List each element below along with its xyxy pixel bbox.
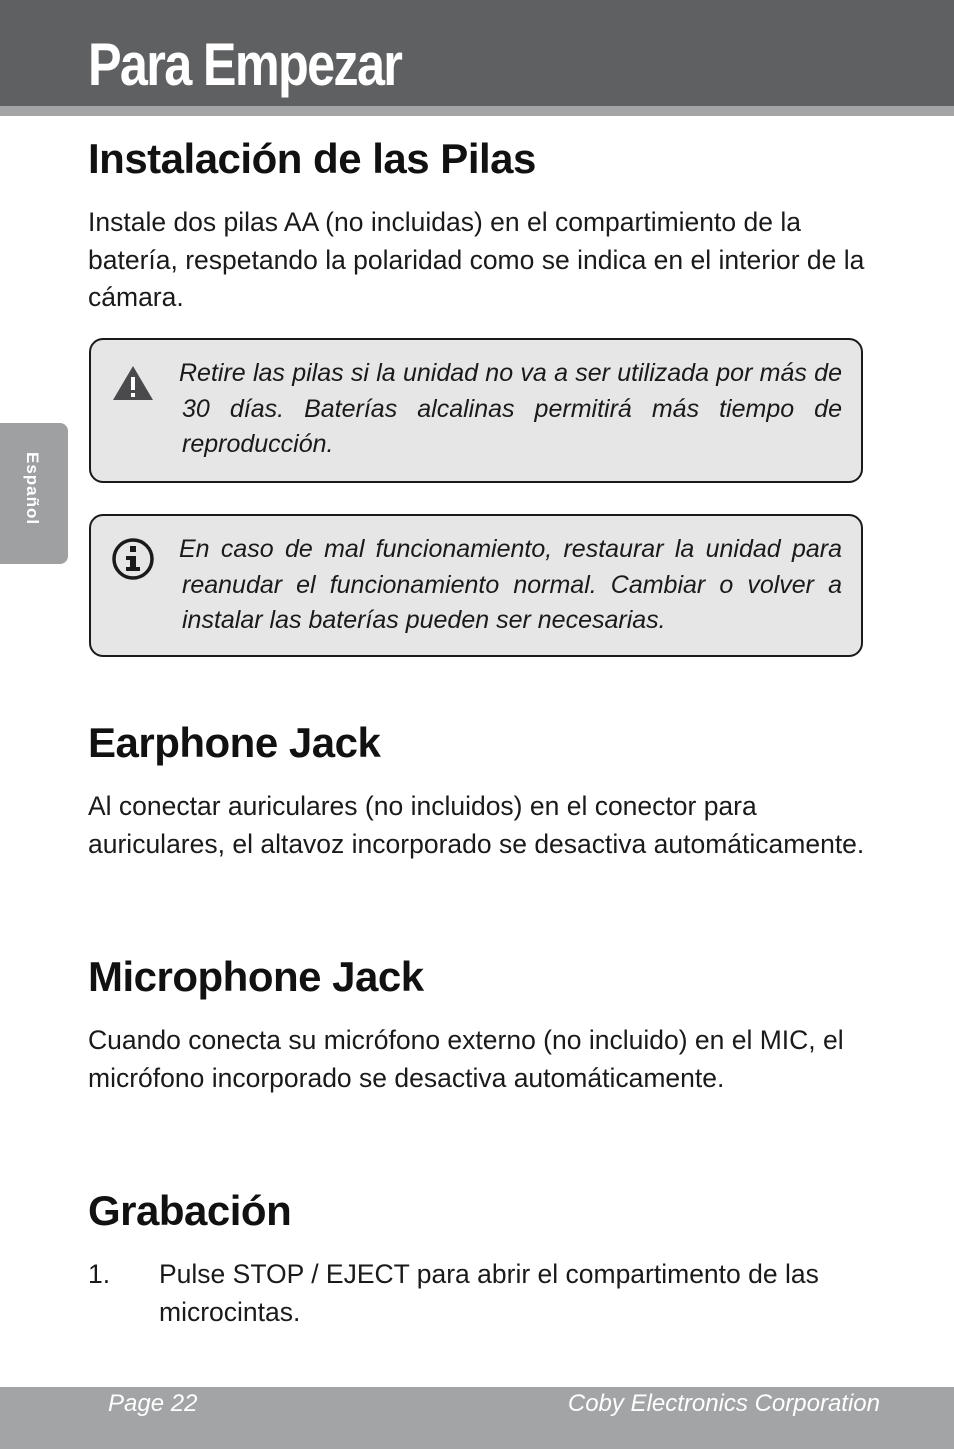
warning-note-text: Retire las pilas si la unidad no va a ser utilizada por más de 30 días. Baterías alcalinas permitirá más tiempo de reproducción. [179,359,842,458]
list-item-text: Pulse STOP / EJECT para abrir el compartimento de las microcintas. [159,1259,819,1327]
info-note-text: En caso de mal funcionamiento, restaurar la unidad para reanudar el funcionamiento normal. Cambiar o volver a instalar las baterías pueden ser necesarias. [179,535,842,634]
header-rule [0,106,954,116]
section-body-pilas: Instale dos pilas AA (no incluidas) en el compartimiento de la batería, respetando la polaridad como se indica en el interior de la cámara. [88,207,865,312]
warning-icon [111,364,155,406]
section-heading-grabacion: Grabación [88,1187,292,1234]
page-number: Page 22 [108,1390,198,1417]
page-title: Para Empezar [88,31,402,98]
section-body-earphone: Al conectar auriculares (no incluidos) en el conector para auriculares, el altavoz incorporado se desactiva automáticamente. [88,791,865,859]
company-name: Coby Electronics Corporation [567,1390,880,1417]
section-heading-earphone: Earphone Jack [88,719,381,766]
info-icon [111,537,155,585]
section-body-microphone: Cuando conecta su micrófono externo (no incluido) en el MIC, el micrófono incorporado se desactiva automáticamente. [88,1025,844,1093]
section-heading-pilas: Instalación de las Pilas [88,135,536,182]
language-tab-label: Español [23,452,42,526]
list-item-number: 1. [88,1259,111,1289]
section-heading-microphone: Microphone Jack [88,953,424,1000]
